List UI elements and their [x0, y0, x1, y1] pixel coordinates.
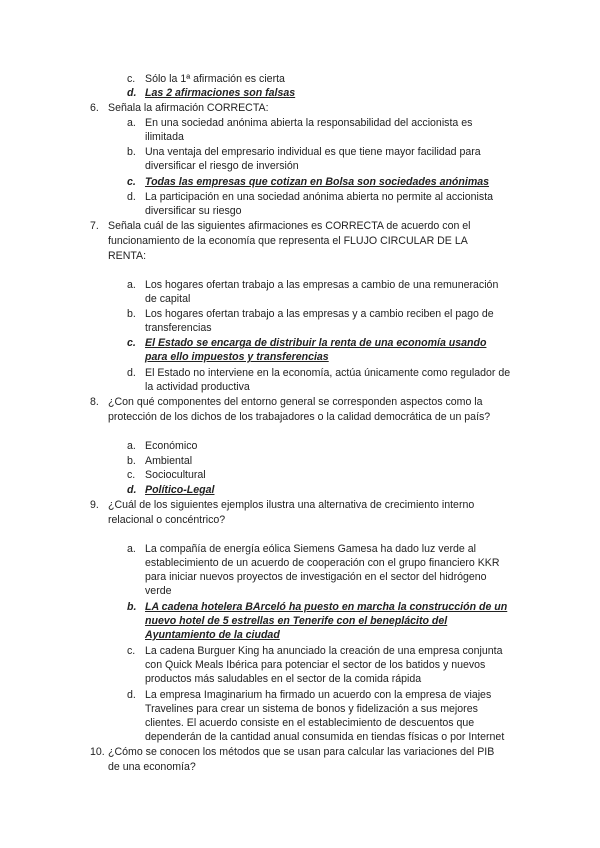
question-number: 6.	[90, 102, 99, 114]
correct-answer-text: Las 2 afirmaciones son falsas	[145, 87, 296, 99]
option-text: la actividad productiva	[145, 381, 250, 393]
option-letter: c.	[127, 73, 136, 85]
option-text: En una sociedad anónima abierta la responsabilidad del accionista es	[145, 117, 473, 129]
correct-answer-text: nuevo hotel de 5 estrellas en Tenerife con el beneplácito del	[145, 615, 448, 627]
correct-answer-text: LA cadena hotelera BArceló ha puesto en marcha la construcción de un	[145, 601, 508, 613]
question-number: 7.	[90, 220, 99, 232]
option-text: clientes. El acuerdo consiste en el establecimiento de descuentos que	[145, 717, 475, 729]
option-text: transferencias	[145, 322, 212, 334]
correct-answer-text: Todas las empresas que cotizan en Bolsa son sociedades anónimas	[145, 176, 490, 188]
option-text: Sólo la 1ª afirmación es cierta	[145, 73, 285, 85]
option-letter: d.	[127, 367, 136, 379]
option-text: establecimiento de un acuerdo de cooperación con el grupo financiero KKR	[145, 557, 500, 569]
question-text: Señala la afirmación CORRECTA:	[108, 102, 269, 114]
option-text: de capital	[145, 293, 191, 305]
option-letter: b.	[127, 146, 136, 158]
option-letter: b.	[127, 601, 137, 613]
option-letter: d.	[127, 689, 136, 701]
option-letter: a.	[127, 279, 136, 291]
question-text: ¿Cómo se conocen los métodos que se usan para calcular las variaciones del PIB	[108, 746, 495, 758]
option-text: Económico	[145, 440, 198, 452]
option-text: diversificar el riesgo de inversión	[145, 160, 299, 172]
option-text: La cadena Burguer King ha anunciado la creación de una empresa conjunta	[145, 645, 503, 657]
correct-answer-text: El Estado se encarga de distribuir la renta de una economía usando	[145, 337, 487, 349]
option-text: con Quick Meals Ibérica para potenciar el sector de los batidos y nuevos	[145, 659, 486, 671]
question-text: relacional o concéntrico?	[108, 514, 226, 526]
option-text: La empresa Imaginarium ha firmado un acuerdo con la empresa de viajes	[145, 689, 492, 701]
option-letter: b.	[127, 308, 136, 320]
option-letter: d.	[127, 191, 136, 203]
option-letter: a.	[127, 543, 136, 555]
option-text: dependerán de la cantidad anual consumida en tiendas físicas o por Internet	[145, 731, 505, 743]
option-letter: c.	[127, 645, 136, 657]
option-letter: a.	[127, 117, 136, 129]
option-text: El Estado no interviene en la economía, actúa únicamente como regulador de	[145, 367, 511, 379]
question-text: ¿Con qué componentes del entorno general se corresponden aspectos como la	[108, 396, 483, 408]
option-text: La compañía de energía eólica Siemens Gamesa ha dado luz verde al	[145, 543, 476, 555]
question-number: 8.	[90, 396, 99, 408]
option-text: verde	[145, 585, 172, 597]
option-letter: b.	[127, 455, 136, 467]
question-text: funcionamiento de la economía que representa el FLUJO CIRCULAR DE LA	[108, 235, 468, 247]
option-text: Sociocultural	[145, 469, 206, 481]
option-text: Una ventaja del empresario individual es que tiene mayor facilidad para	[145, 146, 481, 158]
correct-answer-text: para ello impuestos y transferencias	[145, 351, 329, 363]
option-letter: c.	[127, 337, 136, 349]
option-letter: c.	[127, 176, 136, 188]
option-letter: d.	[127, 484, 137, 496]
option-text: diversificar su riesgo	[145, 205, 242, 217]
option-text: La participación en una sociedad anónima abierta no permite al accionista	[145, 191, 494, 203]
option-letter: c.	[127, 469, 136, 481]
option-letter: d.	[127, 87, 137, 99]
option-text: Travelines para crear un sistema de bonos y fidelización a sus mejores	[145, 703, 478, 715]
question-text: ¿Cuál de los siguientes ejemplos ilustra una alternativa de crecimiento interno	[108, 499, 475, 511]
question-text: Señala cuál de las siguientes afirmaciones es CORRECTA de acuerdo con el	[108, 220, 471, 232]
option-text: Los hogares ofertan trabajo a las empresas a cambio de una remuneración	[145, 279, 499, 291]
question-number: 10.	[90, 746, 105, 758]
option-letter: a.	[127, 440, 136, 452]
option-text: para iniciar nuevos proyectos de investigación en el sector del hidrógeno	[145, 571, 487, 583]
question-text: protección de los dichos de los trabajadores o la calidad democrática de un país?	[108, 411, 491, 423]
option-text: productos más saludables en el sector de la comida rápida	[145, 673, 422, 685]
correct-answer-text: Ayuntamiento de la ciudad	[145, 629, 280, 641]
option-text: Los hogares ofertan trabajo a las empresas y a cambio reciben el pago de	[145, 308, 494, 320]
question-number: 9.	[90, 499, 99, 511]
option-text: Ambiental	[145, 455, 193, 467]
option-text: ilimitada	[145, 131, 184, 143]
correct-answer-text: Político-Legal	[145, 484, 215, 496]
question-text: de una economía?	[108, 761, 196, 773]
question-text: RENTA:	[108, 250, 147, 262]
